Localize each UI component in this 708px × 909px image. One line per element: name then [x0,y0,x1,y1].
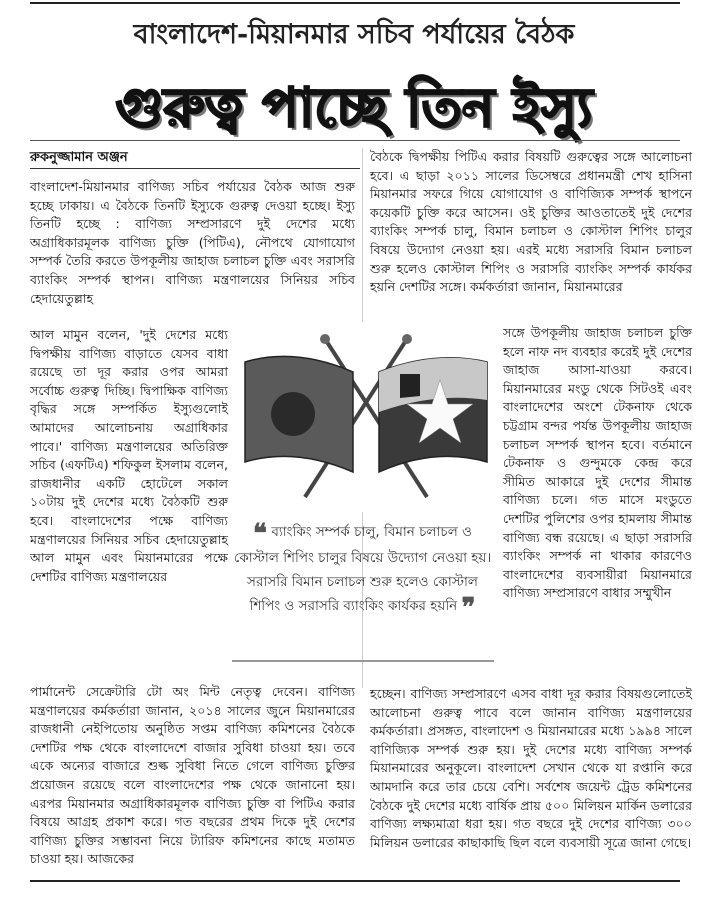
byline: রুকনুজ্জামান অঞ্জন [30,150,128,165]
pull-quote [230,519,495,623]
top-rule [30,2,680,4]
crossed-flags-icon [235,322,497,512]
kicker: বাংলাদেশ-মিয়ানমার সচিব পর্যায়ের বৈঠক [133,19,575,50]
bottom-rule [30,880,680,882]
byline-underline [30,168,360,169]
bangladesh-flag-icon [245,356,353,472]
headline-rule [30,140,680,141]
left-bottom-column: পার্মানেন্ট সেক্রেটারি টো অং মিন্ট নেতৃত্ব দেবেন। বাণিজ্য মন্ত্রণালয়ের কর্মকর্তারা জানান, ২০১৪ সালের জুনে মিয়ানমারের রাজধানী নেইপিতোয় অনুষ্ঠিত সপ্তম বাণিজ্য কমিশনের বৈঠকে দেশটির পক্ষ থেকে বাংলাদেশে বাজার সুবিধা চাওয়া হয়। তবে একে অন্যের বাজারে শুল্ক সুবিধা নিতে গেলে বাণিজ্য চুক্তির প্রয়োজন রয়েছে বলে বাংলাদেশের পক্ষ থেকে জানানো হয়। এরপর মিয়ানমার অগ্রাধিকারমূলক বাণিজ্য চুক্তি বা পিটিএ করার বিষয়ে আগ্রহ প্রকাশ করে। গত বছরের প্রথম দিকে দুই দেশের বাণিজ্য চুক্তির সম্ভাবনা নিয়ে ট্যারিফ কমিশনের কাছে মতামত চাওয়া হয়। আজকের [30,684,355,867]
pull-quote-text: ব্যাংকিং সম্পর্ক চালু, বিমান চলাচল ও কোস্টাল শিপিং চালুর বিষয়ে উদ্যোগ নেওয়া হয়। সরাসরি বিমান চলাচল শুরু হলেও কোস্টাল শিপিং ও সরাসরি ব্যাংকিং কার্যকর হয়নি [233,524,492,614]
myanmar-flag-icon [379,358,487,472]
quote-open-icon: ❝ [253,519,268,549]
right-bottom-column: হচ্ছেন। বাণিজ্য সম্প্রসারণে এসব বাধা দূর করার বিষয়গুলোতেই আলোচনা গুরুত্ব পাবে বলে জানান বাণিজ্য মন্ত্রণালয়ের কর্মকর্তারা। প্রসঙ্গত, বাংলাদেশ ও মিয়ানমারের মধ্যে ১৯৯৪ সালে বাণিজ্যিক সম্পর্ক শুরু হয়। দুই দেশের মধ্যে বাণিজ্য সম্পর্ক মিয়ানমারের অনুকূলে। বাংলাদেশ সেখান থেকে যা রপ্তানি করে আমদানি করে তার চেয়ে বেশি। সর্বশেষ জয়েন্ট ট্রেড কমিশনের বৈঠকে দুই দেশের মধ্যে বার্ষিক প্রায় ৫০০ মিলিয়ন মার্কিন ডলারের বাণিজ্য লক্ষ্যমাত্রা ধরা হয়। গত বছরে দুই দেশের বাণিজ্য ৩০০ মিলিয়ন ডলারের কাছাকাছি ছিল বলে ব্যবসায়ী সূত্রে জানা গেছে। [370,686,692,850]
quote-close-icon: ❞ [461,593,476,623]
headline: গুরুত্ব পাচ্ছে তিন ইস্যু [115,75,593,139]
pull-quote-rule [232,660,494,662]
left-narrow-column: আল মামুন বলেন, 'দুই দেশের মধ্যে দ্বিপক্ষীয় বাণিজ্য বাড়াতে যেসব বাধা রয়েছে তা দূর করার ওপর আমরা সর্বোচ্চ গুরুত্ব দিচ্ছি। দ্বিপাক্ষিক বাণিজ্য বৃদ্ধির সঙ্গে সম্পর্কিত ইস্যুগুলোই আমাদের আলোচনায় অগ্রাধিকার পাবে।' বাণিজ্য মন্ত্রণালয়ের অতিরিক্ত সচিব (এফটিএ) শফিকুল ইসলাম বলেন, রাজধানীর একটি হোটেলে সকাল ১০টায় দুই দেশের মধ্যে বৈঠকটি শুরু হবে। বাংলাদেশের পক্ষে বাণিজ্য মন্ত্রণালয়ের সিনিয়র সচিব হেদায়েতুল্লাহ আল মামুন এবং মিয়ানমারের পক্ষে দেশটির বাণিজ্য মন্ত্রণালয়ের [30,327,228,584]
intro-paragraph: বাংলাদেশ-মিয়ানমার বাণিজ্য সচিব পর্যায়ের বৈঠক আজ শুরু হচ্ছে ঢাকায়। এ বৈঠকে তিনটি ইস্যুকে গুরুত্ব দেওয়া হচ্ছে। ইস্যু তিনটি হচ্ছে : বাণিজ্য সম্প্রসারণে দুই দেশের মধ্যে অগ্রাধিকারমূলক বাণিজ্য চুক্তি (পিটিএ), নৌপথে যোগাযোগ সম্পর্ক তৈরি করতে উপকূলীয় জাহাজ চলাচল চুক্তি এবং সরাসরি ব্যাংকিং সম্পর্ক স্থাপন। বাণিজ্য মন্ত্রণালয়ের সিনিয়র সচিব হেদায়েতুল্লাহ [30,179,355,306]
right-narrow-column: সঙ্গে উপকূলীয় জাহাজ চলাচল চুক্তি হলে নাফ নদ ব্যবহার করেই দুই দেশের জাহাজ আসা-যাওয়া করবে। মিয়ানমারের মংডু থেকে সিটওই এবং বাংলাদেশের অংশে টেকনাফ থেকে চট্টগ্রাম বন্দর পর্যন্ত উপকূলীয় জাহাজ চলাচল সম্পর্ক স্থাপন হবে। বর্তমানে টেকনাফ ও গুন্দুমকে কেন্দ্র করে সীমিত আকারে দুই দেশের সীমান্ত বাণিজ্য চলে। গত মাসে মংডুতে দেশটির পুলিশের ওপর হামলায় সীমান্ত বাণিজ্য বন্ধ রয়েছে। এ ছাড়া সরাসরি ব্যাংকিং সম্পর্ক না থাকার কারণেও বাংলাদেশের ব্যবসায়ীরা মিয়ানমারে বাণিজ্য সম্প্রসারণে বাধার সম্মুখীন [503,325,692,601]
right-top-column: বৈঠকে দ্বিপক্ষীয় পিটিএ করার বিষয়টি গুরুত্বের সঙ্গে আলোচনা হবে। এ ছাড়া ২০১১ সালের ডিসেম্বরে প্রধানমন্ত্রী শেখ হাসিনা মিয়ানমার সফরে গিয়ে যোগাযোগ ও বাণিজ্যিক সম্পর্ক স্থাপনে কয়েকটি চুক্তি করে আসেন। ওই চুক্তির আওতাতেই দুই দেশের ব্যাংকিং সম্পর্ক চালু, বিমান চলাচল ও কোস্টাল শিপিং চালুর বিষয়ে উদ্যোগ নেওয়া হয়। এরই মধ্যে সরাসরি বিমান চলাচল শুরু হলেও কোস্টাল শিপিং ও সরাসরি ব্যাংকিং সম্পর্ক কার্যকর হয়নি দেশটির সঙ্গে। কর্মকর্তারা জানান, মিয়ানমারের [370,149,692,295]
